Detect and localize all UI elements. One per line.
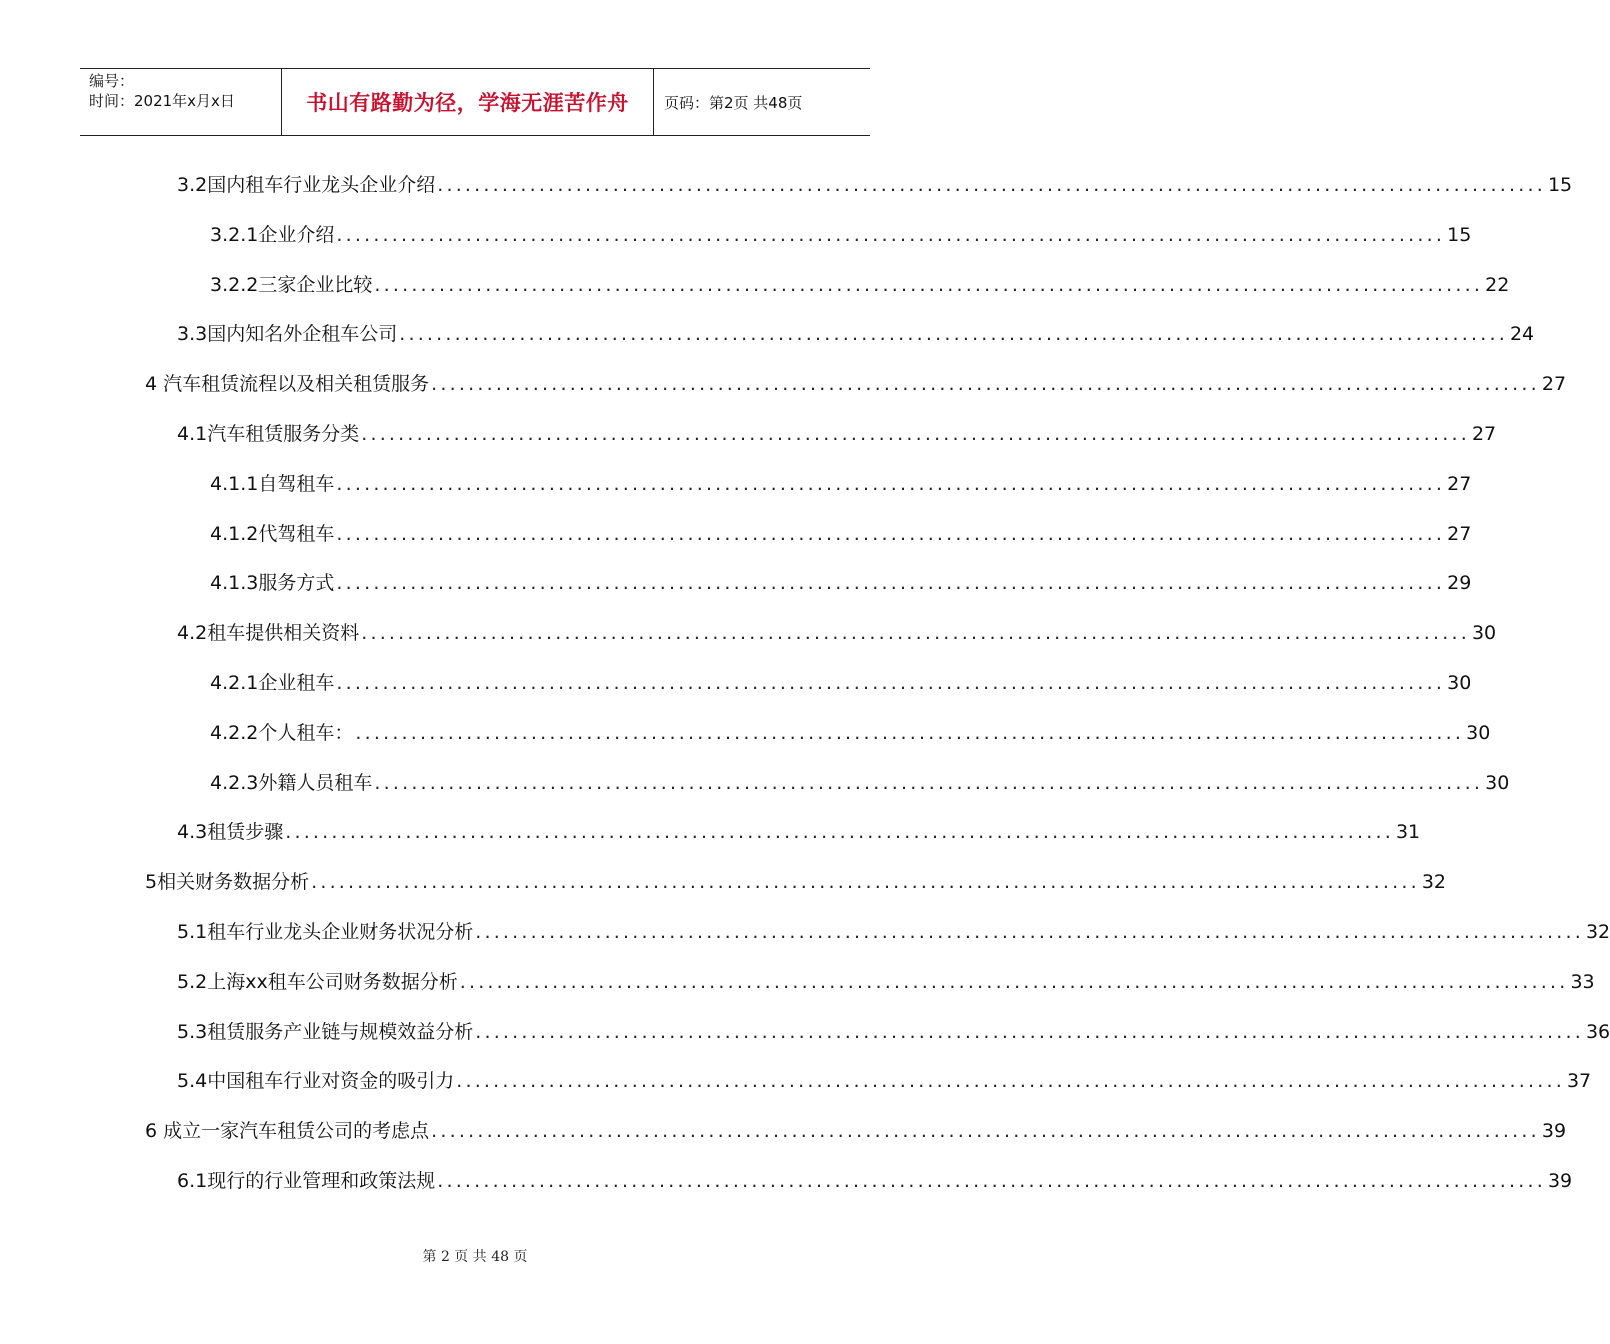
toc-entry[interactable] [210, 569, 1472, 597]
toc-dot-leader: ........................................................................................................................ [336, 572, 1446, 594]
toc-dot-leader: ........................................................................................................................ [285, 821, 1394, 843]
toc-entry[interactable] [177, 619, 1497, 647]
toc-entry[interactable] [210, 470, 1472, 498]
toc-entry[interactable] [145, 370, 1567, 398]
toc-entry-title: 6.1现行的行业管理和政策法规 [177, 1170, 436, 1192]
toc-dot-leader: ........................................................................................................................ [437, 174, 1546, 196]
toc-entry-title: 4 汽车租赁流程以及相关租赁服务 [145, 373, 430, 395]
toc-entry-title: 4.1.1自驾租车 [210, 473, 335, 495]
toc-entry-title: 5相关财务数据分析 [145, 871, 310, 893]
toc-entry-page: 33 [1570, 971, 1595, 993]
toc-entry-page: 37 [1566, 1070, 1592, 1092]
toc-entry-title: 5.1租车行业龙头企业财务状况分析 [177, 921, 474, 943]
toc-entry-title: 6 成立一家汽车租赁公司的考虑点 [145, 1120, 430, 1142]
toc-dot-leader: ........................................................................................................................ [437, 1170, 1546, 1192]
toc-entry-page: 30 [1471, 622, 1497, 644]
toc-entry-page: 39 [1541, 1120, 1567, 1142]
header-motto: 书山有路勤为径，学海无涯苦作舟 [282, 69, 654, 135]
toc-entry-page: 32 [1421, 871, 1447, 893]
toc-entry-title: 4.1.3服务方式 [210, 572, 335, 594]
toc-entry-page: 30 [1447, 672, 1472, 694]
toc-dot-leader: ........................................................................................................................ [361, 423, 1470, 445]
toc-entry[interactable] [145, 868, 1447, 896]
toc-entry-page: 24 [1509, 323, 1535, 345]
toc-dot-leader: ........................................................................................................................ [311, 871, 1420, 893]
toc-dot-leader: ........................................................................................................................ [431, 373, 1540, 395]
toc-dot-leader: ........................................................................................................................ [336, 473, 1446, 495]
toc-entry[interactable] [177, 1018, 1610, 1046]
toc-dot-leader: ........................................................................................................................ [459, 971, 1569, 993]
toc-dot-leader: ........................................................................................................................ [355, 722, 1465, 744]
toc-dot-leader: ........................................................................................................................ [336, 224, 1446, 246]
toc-entry[interactable] [177, 1167, 1573, 1195]
toc-entry-title: 4.2.1企业租车 [210, 672, 335, 694]
page-header [80, 68, 870, 136]
toc-entry-title: 3.2国内租车行业龙头企业介绍 [177, 174, 436, 196]
toc-entry-page: 32 [1585, 921, 1610, 943]
toc-entry-title: 5.2上海xx租车公司财务数据分析 [177, 971, 458, 993]
toc-entry[interactable] [210, 669, 1472, 697]
toc-entry[interactable] [210, 221, 1472, 249]
toc-entry-title: 4.2.2个人租车： [210, 722, 354, 744]
toc-entry[interactable] [177, 818, 1421, 846]
toc-entry[interactable] [177, 171, 1573, 199]
toc-entry-page: 15 [1547, 174, 1573, 196]
toc-entry-title: 5.4中国租车行业对资金的吸引力 [177, 1070, 455, 1092]
toc-entry-page: 36 [1585, 1021, 1610, 1043]
toc-dot-leader: ........................................................................................................................ [336, 523, 1446, 545]
toc-entry-page: 30 [1466, 722, 1491, 744]
toc-entry-page: 22 [1485, 274, 1510, 296]
time-label: 时间：2021年x月x日 [89, 92, 235, 110]
toc-dot-leader: ........................................................................................................................ [399, 323, 1508, 345]
toc-dot-leader: ........................................................................................................................ [374, 772, 1484, 794]
toc-entry-title: 3.2.1企业介绍 [210, 224, 335, 246]
toc-dot-leader: ........................................................................................................................ [374, 274, 1484, 296]
toc-entry-title: 4.1汽车租赁服务分类 [177, 423, 360, 445]
toc-dot-leader: ........................................................................................................................ [336, 672, 1446, 694]
toc-entry-title: 3.2.2三家企业比较 [210, 274, 373, 296]
toc-entry[interactable] [210, 719, 1491, 747]
toc-entry[interactable] [145, 1117, 1567, 1145]
toc-entry-page: 31 [1395, 821, 1421, 843]
toc-entry-page: 15 [1447, 224, 1472, 246]
toc-entry-page: 27 [1471, 423, 1497, 445]
toc-entry-page: 29 [1447, 572, 1472, 594]
toc-entry[interactable] [177, 1067, 1592, 1095]
toc-entry[interactable] [210, 520, 1472, 548]
toc-entry[interactable] [210, 271, 1510, 299]
toc-entry-title: 4.2.3外籍人员租车 [210, 772, 373, 794]
toc-dot-leader: ........................................................................................................................ [475, 921, 1584, 943]
toc-entry[interactable] [177, 968, 1595, 996]
toc-entry-page: 27 [1541, 373, 1567, 395]
toc-dot-leader: ........................................................................................................................ [475, 1021, 1584, 1043]
header-page-info: 页码：第2页 共48页 [664, 93, 803, 112]
number-label: 编号： [89, 72, 135, 90]
header-meta [80, 69, 282, 135]
toc-entry-page: 30 [1485, 772, 1510, 794]
toc-dot-leader: ........................................................................................................................ [456, 1070, 1565, 1092]
toc-entry-page: 27 [1447, 473, 1472, 495]
toc-entry[interactable] [177, 420, 1497, 448]
toc-entry-title: 5.3租赁服务产业链与规模效益分析 [177, 1021, 474, 1043]
toc-entry[interactable] [177, 918, 1610, 946]
toc-entry-title: 4.1.2代驾租车 [210, 523, 335, 545]
toc-dot-leader: ........................................................................................................................ [361, 622, 1470, 644]
toc-entry-title: 4.2租车提供相关资料 [177, 622, 360, 644]
toc-dot-leader: ........................................................................................................................ [431, 1120, 1540, 1142]
toc-entry-page: 27 [1447, 523, 1472, 545]
toc-entry-title: 4.3租赁步骤 [177, 821, 284, 843]
toc-entry-title: 3.3国内知名外企租车公司 [177, 323, 398, 345]
page-footer: 第 2 页 共 48 页 [422, 1249, 528, 1265]
toc-entry[interactable] [177, 320, 1535, 348]
toc-entry-page: 39 [1547, 1170, 1573, 1192]
toc-entry[interactable] [210, 769, 1510, 797]
